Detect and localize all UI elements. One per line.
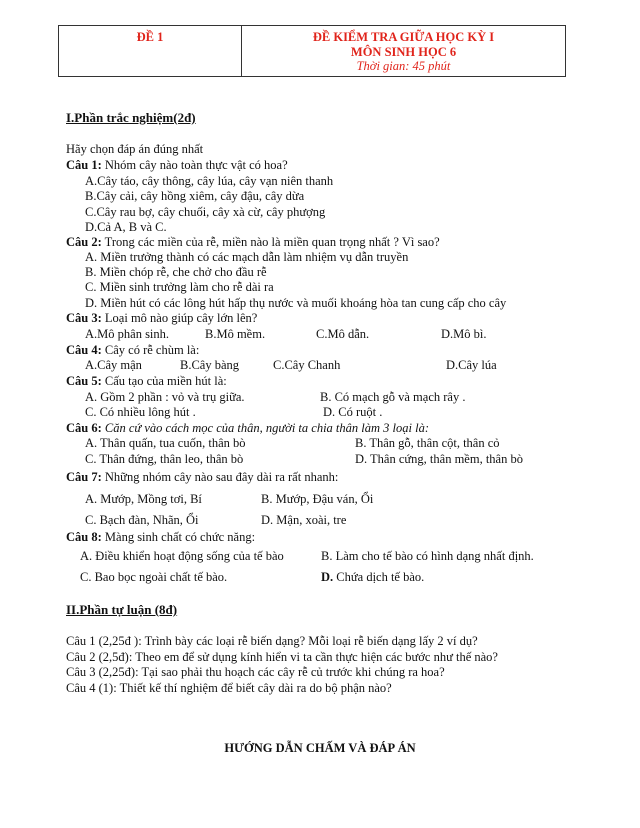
question-1	[66, 158, 288, 172]
q2-option-d: D. Miền hút có các lông hút hấp thụ nước và muối khoáng hòa tan cung cấp cho cây	[85, 296, 507, 310]
q7-option-d: D. Mận, xoài, tre	[261, 513, 347, 527]
header-table	[58, 25, 566, 77]
q8-option-c: C. Bao bọc ngoài chất tế bào.	[80, 570, 228, 584]
q2-option-b: B. Miền chóp rễ, che chở cho đầu rễ	[85, 265, 267, 279]
essay-question-2: Câu 2 (2,5đ): Theo em để sử dụng kính hiển vi ta cần thực hiện các bước như thế nào?	[66, 650, 498, 664]
question-label: Câu 5:	[66, 374, 102, 388]
question-label: Câu 6:	[66, 421, 102, 435]
question-5	[66, 374, 227, 388]
question-text: Những nhóm cây nào sau đây dài ra rất nhanh:	[101, 470, 339, 484]
q1-option-c: C.Cây rau bợ, cây chuối, cây xà cừ, cây phượng	[85, 205, 326, 219]
q3-option-c: C.Mô dẫn.	[316, 327, 370, 341]
q3-option-d: D.Mô bì.	[441, 327, 487, 341]
q2-option-a: A. Miền trưởng thành có các mạch dẫn làm nhiệm vụ dẫn truyền	[85, 250, 409, 264]
q6-option-c: C. Thân đứng, thân leo, thân bò	[85, 452, 244, 466]
exam-time: Thời gian: 45 phút	[356, 59, 451, 73]
part1-title: I.Phần trắc nghiệm(2đ)	[66, 110, 196, 125]
q1-option-a: A.Cây táo, cây thông, cây lúa, cây vạn niên thanh	[85, 174, 334, 188]
q5-option-c: C. Có nhiều lông hút .	[85, 405, 196, 419]
question-2	[66, 235, 440, 249]
q5-option-b: B. Có mạch gỗ và mạch rây .	[320, 390, 466, 404]
essay-question-4: Câu 4 (1): Thiết kế thí nghiệm để biết cây dài ra do bộ phận nào?	[66, 681, 392, 695]
q4-option-c: C.Cây Chanh	[273, 358, 341, 372]
q7-option-c: C. Bạch đàn, Nhãn, Ổi	[85, 513, 199, 527]
option-text: Chứa dịch tế bào.	[333, 570, 425, 584]
q4-option-a: A.Cây mận	[85, 358, 142, 372]
question-text: Loại mô nào giúp cây lớn lên?	[101, 311, 258, 325]
q6-option-a: A. Thân quấn, tua cuốn, thân bò	[85, 436, 246, 450]
header-title-cell	[242, 26, 565, 76]
q8-option-a: A. Điều khiển hoạt động sống của tế bào	[80, 549, 284, 563]
q7-option-b: B. Mướp, Đậu ván, Ổi	[261, 492, 374, 506]
q6-option-d: D. Thân cứng, thân mềm, thân bò	[355, 452, 523, 466]
question-6	[66, 421, 429, 435]
question-label: Câu 2:	[66, 235, 102, 249]
q4-option-d: D.Cây lúa	[446, 358, 497, 372]
essay-question-1: Câu 1 (2,25đ ): Trình bày các loại rễ biến dạng? Mỗi loại rễ biến dạng lấy 2 ví dụ?	[66, 634, 478, 648]
q5-option-d: D. Có ruột .	[323, 405, 383, 419]
question-label: Câu 8:	[66, 530, 102, 544]
exam-code: ĐỀ 1	[59, 26, 242, 76]
question-text: Cây có rễ chùm là:	[101, 343, 200, 357]
option-letter: D.	[321, 570, 334, 584]
question-label: Câu 4:	[66, 343, 102, 357]
q8-option-d	[321, 570, 424, 584]
q4-option-b: B.Cây bàng	[180, 358, 240, 372]
q6-option-b: B. Thân gỗ, thân cột, thân cỏ	[355, 436, 500, 450]
answer-key-title: HƯỚNG DẪN CHẤM VÀ ĐÁP ÁN	[224, 741, 416, 755]
q1-option-d: D.Cả A, B và C.	[85, 220, 167, 234]
question-label: Câu 3:	[66, 311, 102, 325]
question-text: Màng sinh chất có chức năng:	[101, 530, 256, 544]
question-label: Câu 7:	[66, 470, 102, 484]
part1-instruction: Hãy chọn đáp án đúng nhất	[66, 142, 204, 156]
question-text: Cấu tạo của miền hút là:	[101, 374, 227, 388]
q3-option-a: A.Mô phân sinh.	[85, 327, 170, 341]
q8-option-b: B. Làm cho tế bào có hình dạng nhất định.	[321, 549, 534, 563]
question-7	[66, 470, 338, 484]
question-text: Căn cứ vào cách mọc của thân, người ta chia thân làm 3 loại là:	[101, 421, 429, 435]
question-4	[66, 343, 199, 357]
question-8	[66, 530, 255, 544]
essay-question-3: Câu 3 (2,25đ): Tại sao phải thu hoạch các cây rễ củ trước khi chúng ra hoa?	[66, 665, 445, 679]
question-text: Nhóm cây nào toàn thực vật có hoa?	[101, 158, 288, 172]
q5-option-a: A. Gồm 2 phần : vỏ và trụ giữa.	[85, 390, 245, 404]
q3-option-b: B.Mô mềm.	[205, 327, 266, 341]
q7-option-a: A. Mướp, Mồng tơi, Bí	[85, 492, 202, 506]
part2-title: II.Phần tự luận (8đ)	[66, 602, 178, 617]
question-3	[66, 311, 257, 325]
question-label: Câu 1:	[66, 158, 102, 172]
exam-title: ĐỀ KIỂM TRA GIỮA HỌC KỲ I	[312, 30, 495, 44]
question-text: Trong các miền của rễ, miền nào là miền quan trọng nhất ? Vì sao?	[101, 235, 440, 249]
exam-subject: MÔN SINH HỌC 6	[350, 44, 457, 59]
q1-option-b: B.Cây cải, cây hồng xiêm, cây đậu, cây dừa	[85, 189, 305, 203]
q2-option-c: C. Miền sinh trưởng làm cho rễ dài ra	[85, 280, 274, 294]
